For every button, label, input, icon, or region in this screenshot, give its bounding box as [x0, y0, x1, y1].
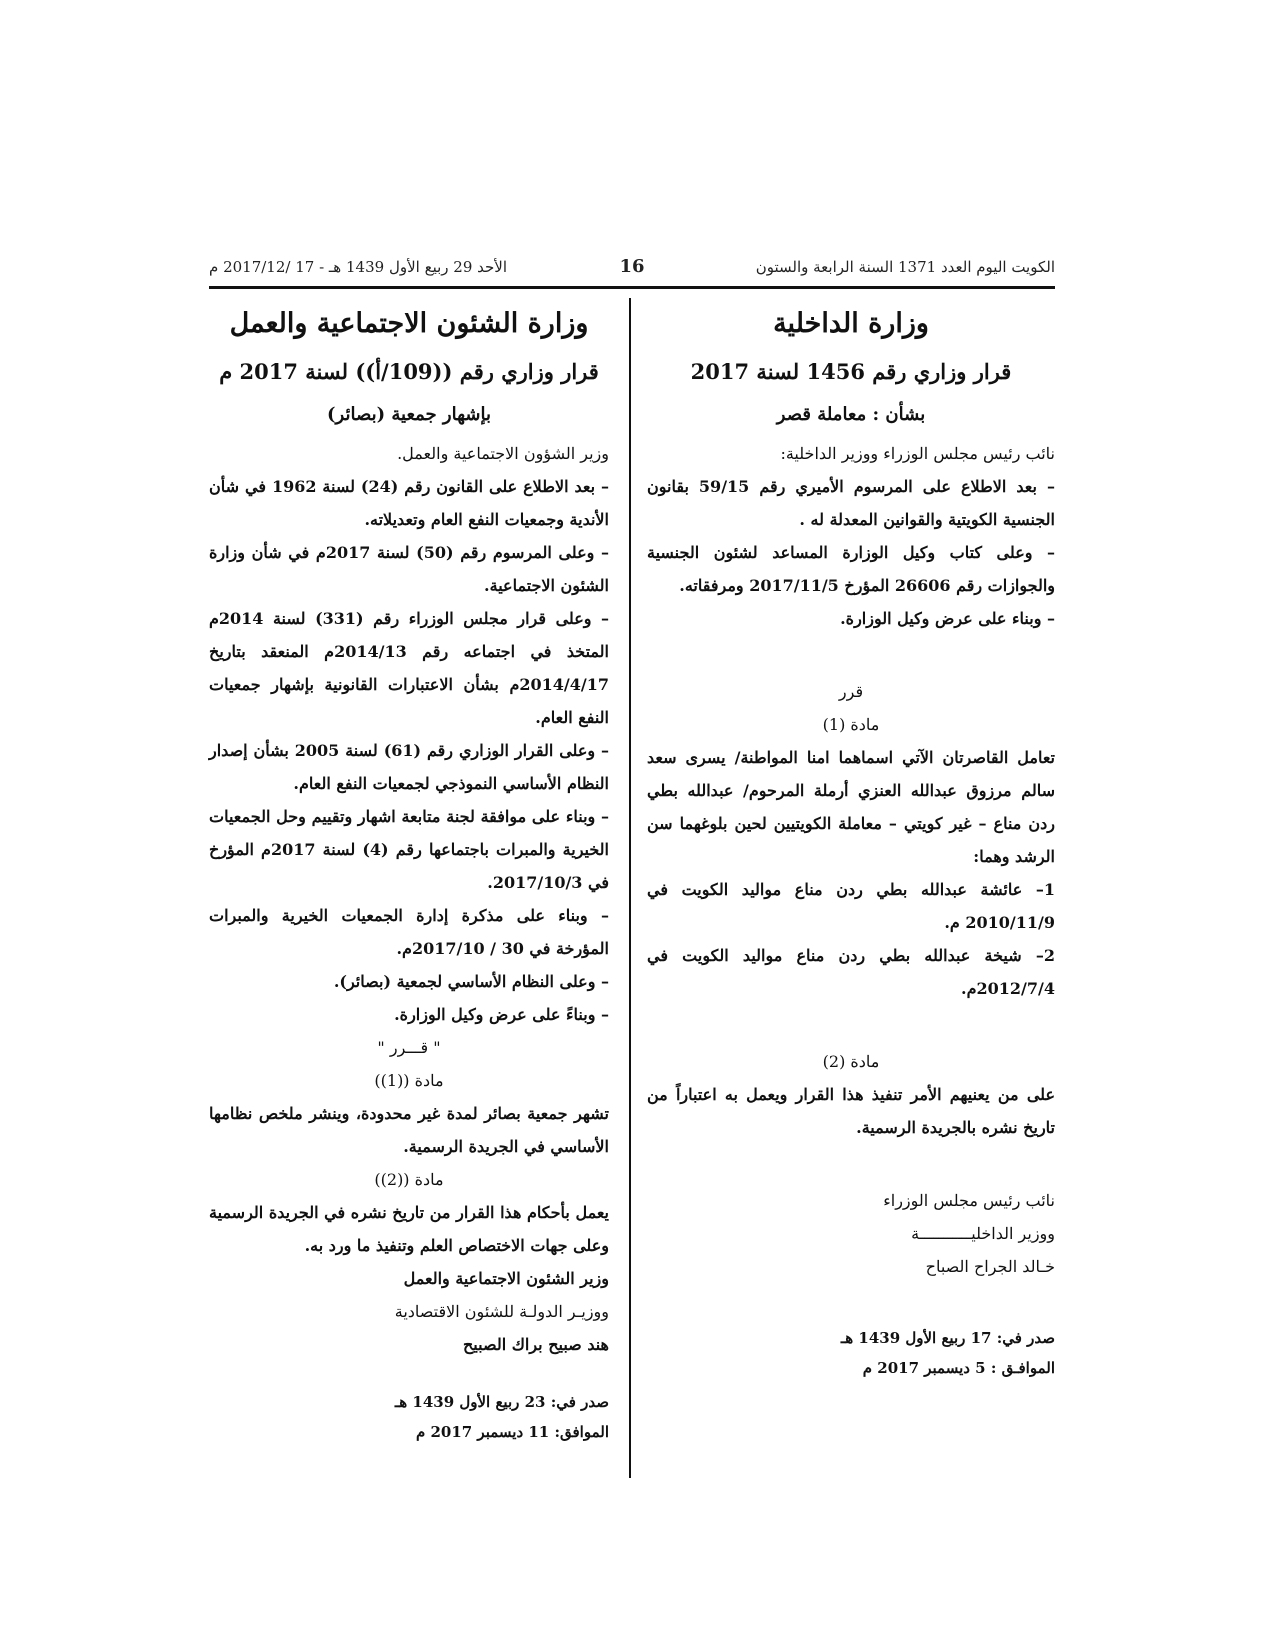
signature-line: هند صبيح براك الصبيح: [462, 1335, 609, 1354]
issue-date-block: [647, 1323, 1055, 1383]
signature-line: وزير الشئون الاجتماعية والعمل: [403, 1269, 609, 1288]
signature-line: ووزيـر الدولـة للشئون الاقتصادية: [394, 1302, 609, 1321]
preamble-line: – وعلى النظام الأساسي لجمعية (بصائر).: [333, 972, 609, 991]
preamble-line: – وعلى القرار الوزاري رقم (61) لسنة 2005 بشأن إصدار النظام الأساسي النموذجي لجمعيات النفع العام.: [209, 741, 610, 793]
interior-ministry-column: [647, 300, 1055, 1383]
ministry-title: وزارة الشئون الاجتماعية والعمل: [229, 308, 589, 339]
preamble-line: نائب رئيس مجلس الوزراء ووزير الداخلية:: [780, 444, 1055, 463]
signature-block: [209, 1262, 609, 1361]
signature-line: ووزير الداخليـــــــــــة: [911, 1224, 1055, 1243]
column-divider: [629, 298, 631, 1478]
issue-date-gregorian: الموافق: 11 ديسمبر 2017 م: [415, 1423, 609, 1441]
decided-heading: قرر: [838, 682, 864, 701]
preamble-line: – وبناء على عرض وكيل الوزارة.: [840, 609, 1055, 628]
issue-date-gregorian: الموافـق : 5 ديسمبر 2017 م: [862, 1359, 1055, 1377]
article-text: تعامل القاصرتان الآتي اسماهما امنا المواطنة/ يسرى سعد سالم مرزوق عبدالله العنزي أرملة المرحوم/ عبدالله بطي ردن مناع – غير كويتي – معاملة الكويتيين لحين بلوغهما سن الرشد وهما:: [647, 748, 1055, 866]
article-text: تشهر جمعية بصائر لمدة غير محدودة، وينشر ملخص نظامها الأساسي في الجريدة الرسمية.: [209, 1104, 609, 1156]
header-rule: [209, 286, 1055, 289]
article-title: مادة (2): [822, 1052, 880, 1071]
signature-line: نائب رئيس مجلس الوزراء: [883, 1191, 1055, 1210]
preamble-line: – وبناء على مذكرة إدارة الجمعيات الخيرية والمبرات المؤرخة في 30 / 2017/10م.: [209, 906, 609, 958]
preamble-line: – بعد الاطلاع على القانون رقم (24) لسنة 1962 في شأن الأندية وجمعيات النفع العام وتعديلاته.: [209, 477, 610, 529]
signature-line: خـالد الجراح الصباح: [925, 1257, 1055, 1276]
preamble-line: – وبناء على موافقة لجنة متابعة اشهار وتقييم وحل الجمعيات الخيرية والمبرات باجتماعها رقم (4) لسنة 2017م المؤرخ في 2017/10/3.: [209, 807, 609, 892]
preamble-line: – وعلى المرسوم رقم (50) لسنة 2017م في شأن وزارة الشئون الاجتماعية.: [209, 543, 610, 595]
article-title: مادة ((2)): [374, 1170, 444, 1189]
article-title: مادة (1): [822, 715, 880, 734]
preamble-line: وزير الشؤون الاجتماعية والعمل.: [397, 444, 609, 463]
article-title: مادة ((1)): [374, 1071, 444, 1090]
article-text: يعمل بأحكام هذا القرار من تاريخ نشره في الجريدة الرسمية وعلى جهات الاختصاص العلم وتنفيذ ما ورد به.: [209, 1203, 609, 1255]
issue-date: صدر في: 23 ربيع الأول 1439 هـ: [394, 1393, 609, 1411]
article-item: 2– شيخة عبدالله بطي ردن مناع مواليد الكويت في 2012/7/4م.: [647, 946, 1055, 998]
page-number: 16: [619, 256, 645, 277]
preamble-line: – وعلى كتاب وكيل الوزارة المساعد لشئون الجنسية والجوازات رقم 26606 المؤرخ 2017/11/5 ومرفقاته.: [647, 543, 1056, 595]
social-affairs-column: [209, 300, 609, 1447]
header-date: الأحد 29 ربيع الأول 1439 هـ - 17 /2017/12 م: [209, 258, 508, 276]
decision-subject: بإشهار جمعية (بصائر): [327, 404, 491, 425]
preamble-line: – وبناءً على عرض وكيل الوزارة.: [394, 1005, 609, 1024]
article-item: 1– عائشة عبدالله بطي ردن مناع مواليد الكويت في 2010/11/9 م.: [647, 880, 1055, 932]
signature-block: [855, 1184, 1055, 1283]
issue-date: صدر في: 17 ربيع الأول 1439 هـ: [840, 1329, 1055, 1347]
decision-title: قرار وزاري رقم ((109/أ)) لسنة 2017 م: [219, 359, 599, 384]
page-header: [209, 256, 1055, 282]
ministry-title: وزارة الداخلية: [773, 308, 929, 339]
issue-date-block: [209, 1387, 609, 1447]
decision-subject: بشأن : معاملة قصر: [776, 404, 926, 425]
preamble-line: – وعلى قرار مجلس الوزراء رقم (331) لسنة 2014م المتخذ في اجتماعه رقم 2014/13م المنعقد بتاريخ 2014/4/17م بشأن الاعتبارات القانونية بإشهار جمعيات النفع العام.: [209, 609, 610, 727]
header-issue-info: الكويت اليوم العدد 1371 السنة الرابعة والستون: [755, 258, 1055, 276]
decided-heading: " قـــرر ": [377, 1038, 441, 1057]
preamble-line: – بعد الاطلاع على المرسوم الأميري رقم 59/15 بقانون الجنسية الكويتية والقوانين المعدلة له .: [647, 477, 1055, 529]
article-text: على من يعنيهم الأمر تنفيذ هذا القرار ويعمل به اعتباراً من تاريخ نشره بالجريدة الرسمية.: [647, 1085, 1055, 1137]
decision-title: قرار وزاري رقم 1456 لسنة 2017: [690, 359, 1012, 384]
